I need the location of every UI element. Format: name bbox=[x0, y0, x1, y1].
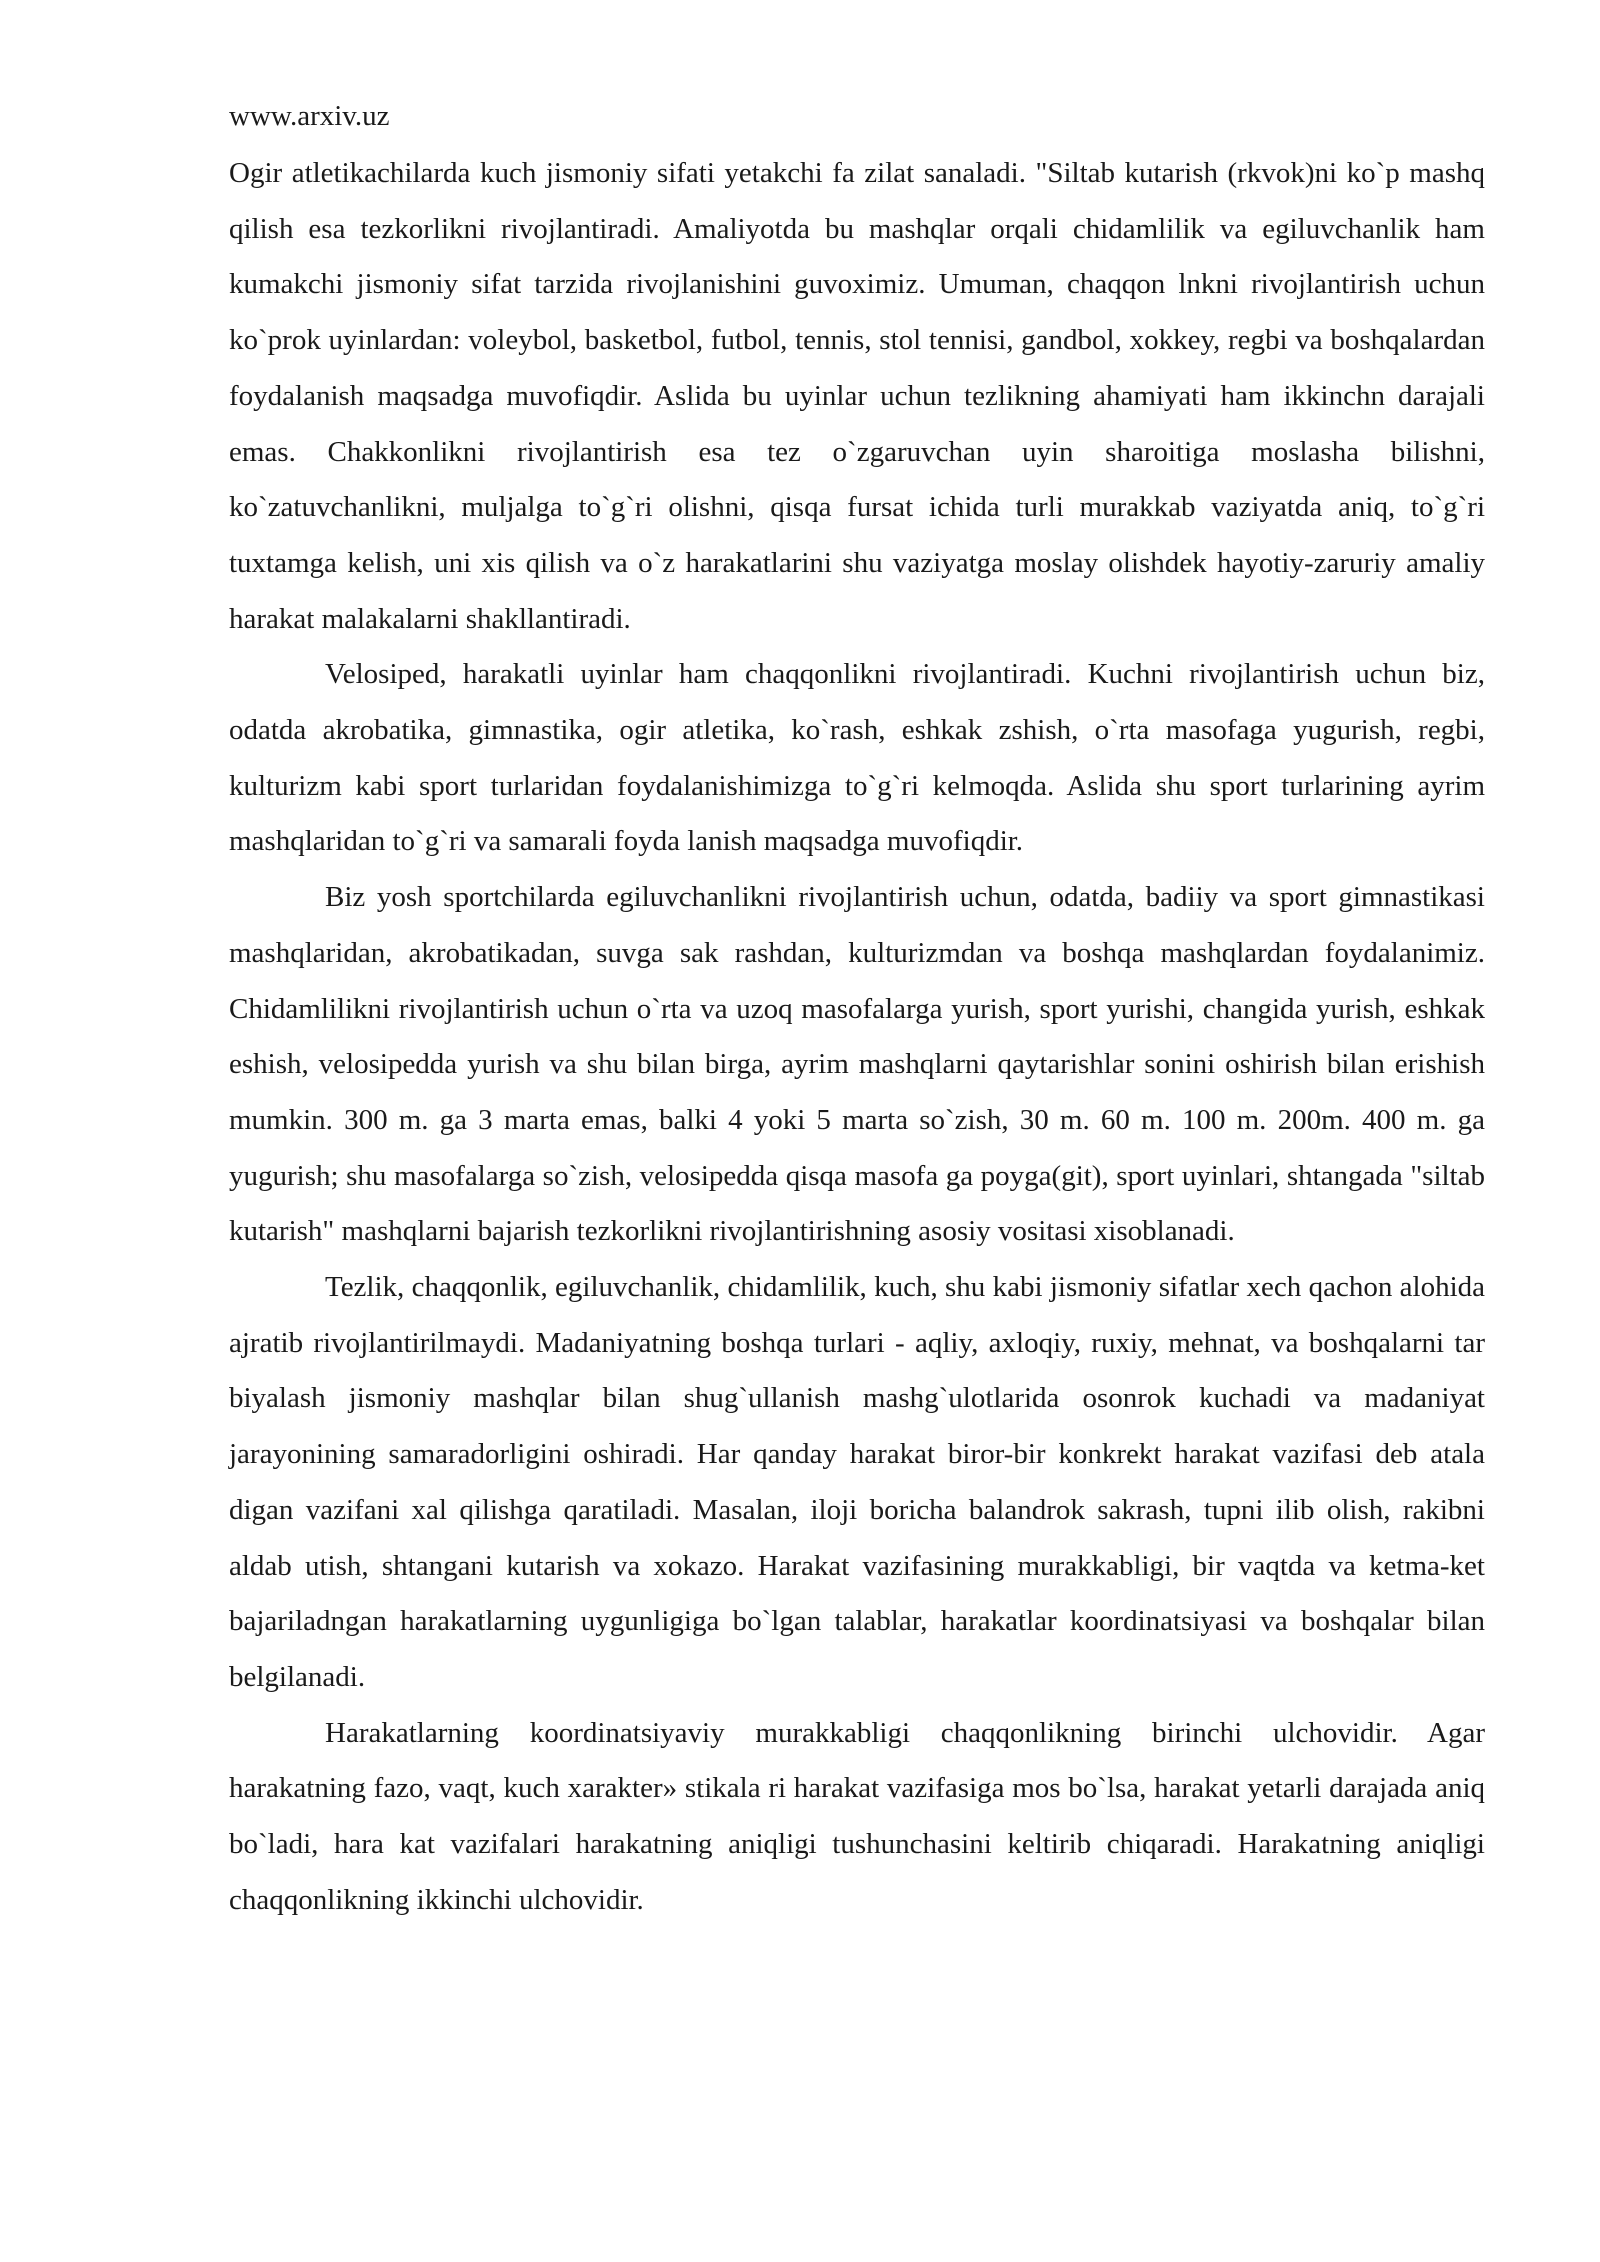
header-site[interactable]: www.arxiv.uz bbox=[229, 100, 390, 132]
paragraph-1: Ogir atletikachilarda kuch jismoniy sifati yetakchi fa zilat sanaladi. "Siltab kutarish (rkvok)ni ko`p mashq qilish esa tezkorlikni rivojlantiradi. Amaliyotda bu mashqlar orqali chidamlilik va egiluvchanlik ham kumakchi jismoniy sifat tarzida rivojlanishini guvoximiz. Umuman, chaqqon lnkni rivojlantirish uchun ko`prok uyinlardan: voleybol, basketbol, futbol, tennis, stol tennisi, gandbol, xokkey, regbi va boshqalardan foydalanish maqsadga muvofiqdir. Aslida bu uyinlar uchun tezlikning ahamiyati ham ikkinchn darajali emas. Chakkonlikni rivojlantirish esa tez o`zgaruvchan uyin sharoitiga moslasha bilishni, ko`zatuvchanlikni, muljalga to`g`ri olishni, qisqa fursat ichida turli murakkab vaziyatda aniq, to`g`ri tuxtamga kelish, uni xis qilish va o`z harakatlarini shu vaziyatga moslay olishdek hayotiy-zaruriy amaliy harakat malakalarni shakllantiradi. bbox=[229, 157, 1485, 635]
paragraph-3: Biz yosh sportchilarda egiluvchanlikni rivojlantirish uchun, odatda, badiiy va sport gimnastikasi mashqlaridan, akrobatikadan, suvga sak rashdan, kulturizmdan va boshqa mashqlardan foydalanimiz. Chidamlilikni rivojlantirish uchun o`rta va uzoq masofalarga yurish, sport yurishi, changida yurish, eshkak eshish, velosipedda yurish va shu bilan birga, ayrim mashqlarni qaytarishlar sonini oshirish bilan erishish mumkin. 300 m. ga 3 marta emas, balki 4 yoki 5 marta so`zish, 30 m. 60 m. 100 m. 200m. 400 m. ga yugurish; shu masofalarga so`zish, velosipedda qisqa masofa ga poyga(git), sport uyinlari, shtangada "siltab kutarish" mashqlarni bajarish tezkorlikni rivojlantirishning asosiy vositasi xisoblanadi. bbox=[229, 881, 1485, 1248]
paragraph-2: Velosiped, harakatli uyinlar ham chaqqonlikni rivojlantiradi. Kuchni rivojlantirish uchun biz, odatda akrobatika, gimnastika, ogir atletika, ko`rash, eshkak zshish, o`rta masofaga yugurish, regbi, kulturizm kabi sport turlaridan foydalanishimizga to`g`ri kelmoqda. Aslida shu sport turlarining ayrim mashqlaridan to`g`ri va samarali foyda lanish maqsadga muvofiqdir. bbox=[229, 658, 1485, 858]
paragraph-4: Tezlik, chaqqonlik, egiluvchanlik, chidamlilik, kuch, shu kabi jismoniy sifatlar xech qachon alohida ajratib rivojlantirilmaydi. Madaniyatning boshqa turlari - aqliy, axloqiy, ruxiy, mehnat, va boshqalarni tar biyalash jismoniy mashqlar bilan shug`ullanish mashg`ulotlarida osonrok kuchadi va madaniyat jarayonining samaradorligini oshiradi. Har qanday harakat biror-bir konkrekt harakat vazifasi deb atala digan vazifani xal qilishga qaratiladi. Masalan, iloji boricha balandrok sakrash, tupni ilib olish, rakibni aldab utish, shtangani kutarish va xokazo. Harakat vazifasining murakkabligi, bir vaqtda va ketma-ket bajariladngan harakatlarning uygunligiga bo`lgan talablar, harakatlar koordinatsiyasi va boshqalar bilan belgilanadi. bbox=[229, 1271, 1485, 1693]
document-body bbox=[229, 146, 1485, 1929]
paragraph-5: Harakatlarning koordinatsiyaviy murakkabligi chaqqonlikning birinchi ulchovidir. Agar harakatning fazo, vaqt, kuch xarakter» stikala ri harakat vazifasiga mos bo`lsa, harakat yetarli darajada aniq bo`ladi, hara kat vazifalari harakatning aniqligi tushunchasini keltirib chiqaradi. Harakatning aniqligi chaqqonlikning ikkinchi ulchovidir. bbox=[229, 1716, 1485, 1916]
